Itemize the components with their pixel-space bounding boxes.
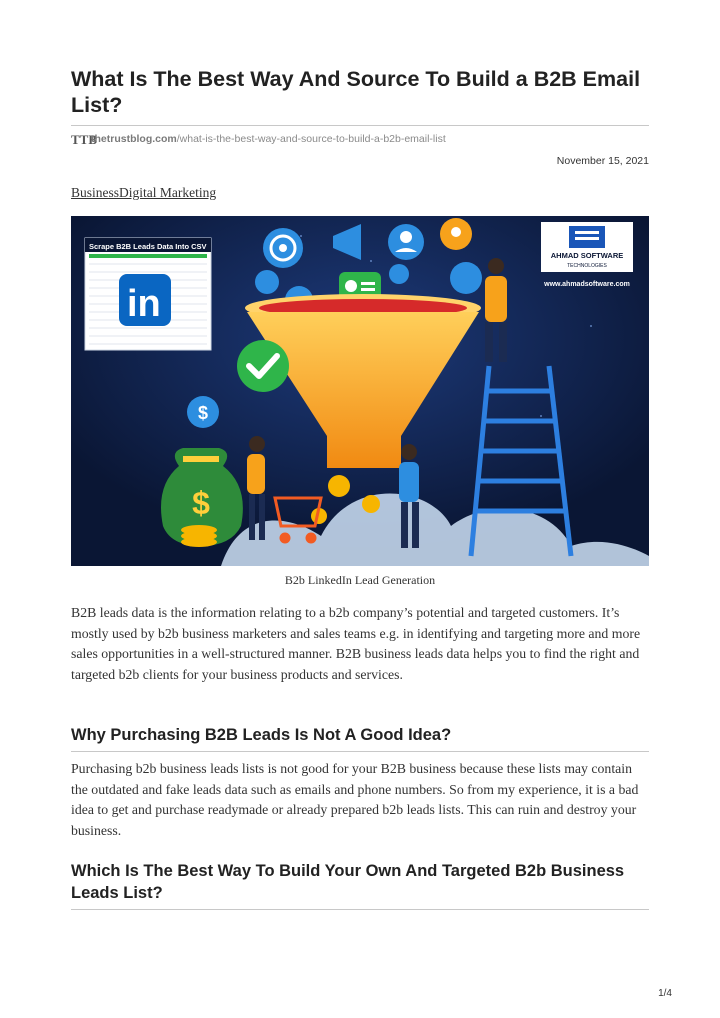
section-divider [71, 751, 649, 752]
dollar-symbol: $ [197, 403, 209, 423]
scrape-panel [85, 238, 211, 350]
section-heading-best-way: Which Is The Best Way To Build Your Own And Targeted B2b Business Leads List? [71, 862, 625, 902]
linkedin-logo-text: in [127, 283, 161, 325]
svg-text:$: $ [192, 485, 210, 521]
source-domain: thetrustblog.com [91, 133, 177, 145]
category-link-business[interactable]: Business [71, 185, 120, 200]
title-divider [71, 125, 649, 126]
publish-date: November 15, 2021 [556, 155, 649, 167]
article-title: What Is The Best Way And Source To Build a B2B Email List? [71, 67, 641, 117]
ttb-logo-icon [71, 132, 98, 147]
coin-icon [362, 495, 380, 513]
section-divider [71, 909, 649, 910]
category-link-digital-marketing[interactable]: Digital Marketing [119, 185, 217, 200]
user-icon-3 [450, 262, 482, 294]
brand-name: AHMAD SOFTWARE [550, 251, 624, 260]
source-path: /what-is-the-best-way-and-source-to-build-a-b2b-email-list [176, 133, 446, 145]
brand-url: www.ahmadsoftware.com [544, 281, 630, 288]
category-links [71, 185, 216, 201]
paragraph-1: B2B leads data is the information relating to a b2b company’s potential and targeted customers. It’s mostly used by b2b business marketers and sales teams e.g. in identifying and targeting more and more sales opportunities in a well-structured manner. B2B business leads data helps you to find the right and targeted b2b clients for your business products and services. [71, 605, 641, 682]
brand-tagline: TECHNOLOGIES [567, 263, 607, 269]
search-icon [389, 264, 409, 284]
section-heading-purchasing-leads: Why Purchasing B2B Leads Is Not A Good Idea? [71, 726, 452, 744]
check-icon [237, 340, 289, 392]
page-number: 1/4 [658, 988, 672, 999]
paragraph-2: Purchasing b2b business leads lists is not good for your B2B business because these lists may contain the outdated and fake leads data such as emails and phone numbers. So from my experience, it is a bad idea to get and purchase readymade or already prepared b2b leads lists. This can ruin and destroy your business. [71, 761, 639, 838]
image-caption: B2b LinkedIn Lead Generation [284, 573, 436, 587]
coins-stack [181, 525, 217, 547]
hero-image [71, 216, 649, 566]
coin-icon [328, 475, 350, 497]
user-icon-small [255, 270, 279, 294]
logo-text: TTB [71, 132, 98, 147]
source-url[interactable] [71, 132, 446, 146]
scrape-panel-title: Scrape B2B Leads Data Into CSV [89, 242, 207, 251]
